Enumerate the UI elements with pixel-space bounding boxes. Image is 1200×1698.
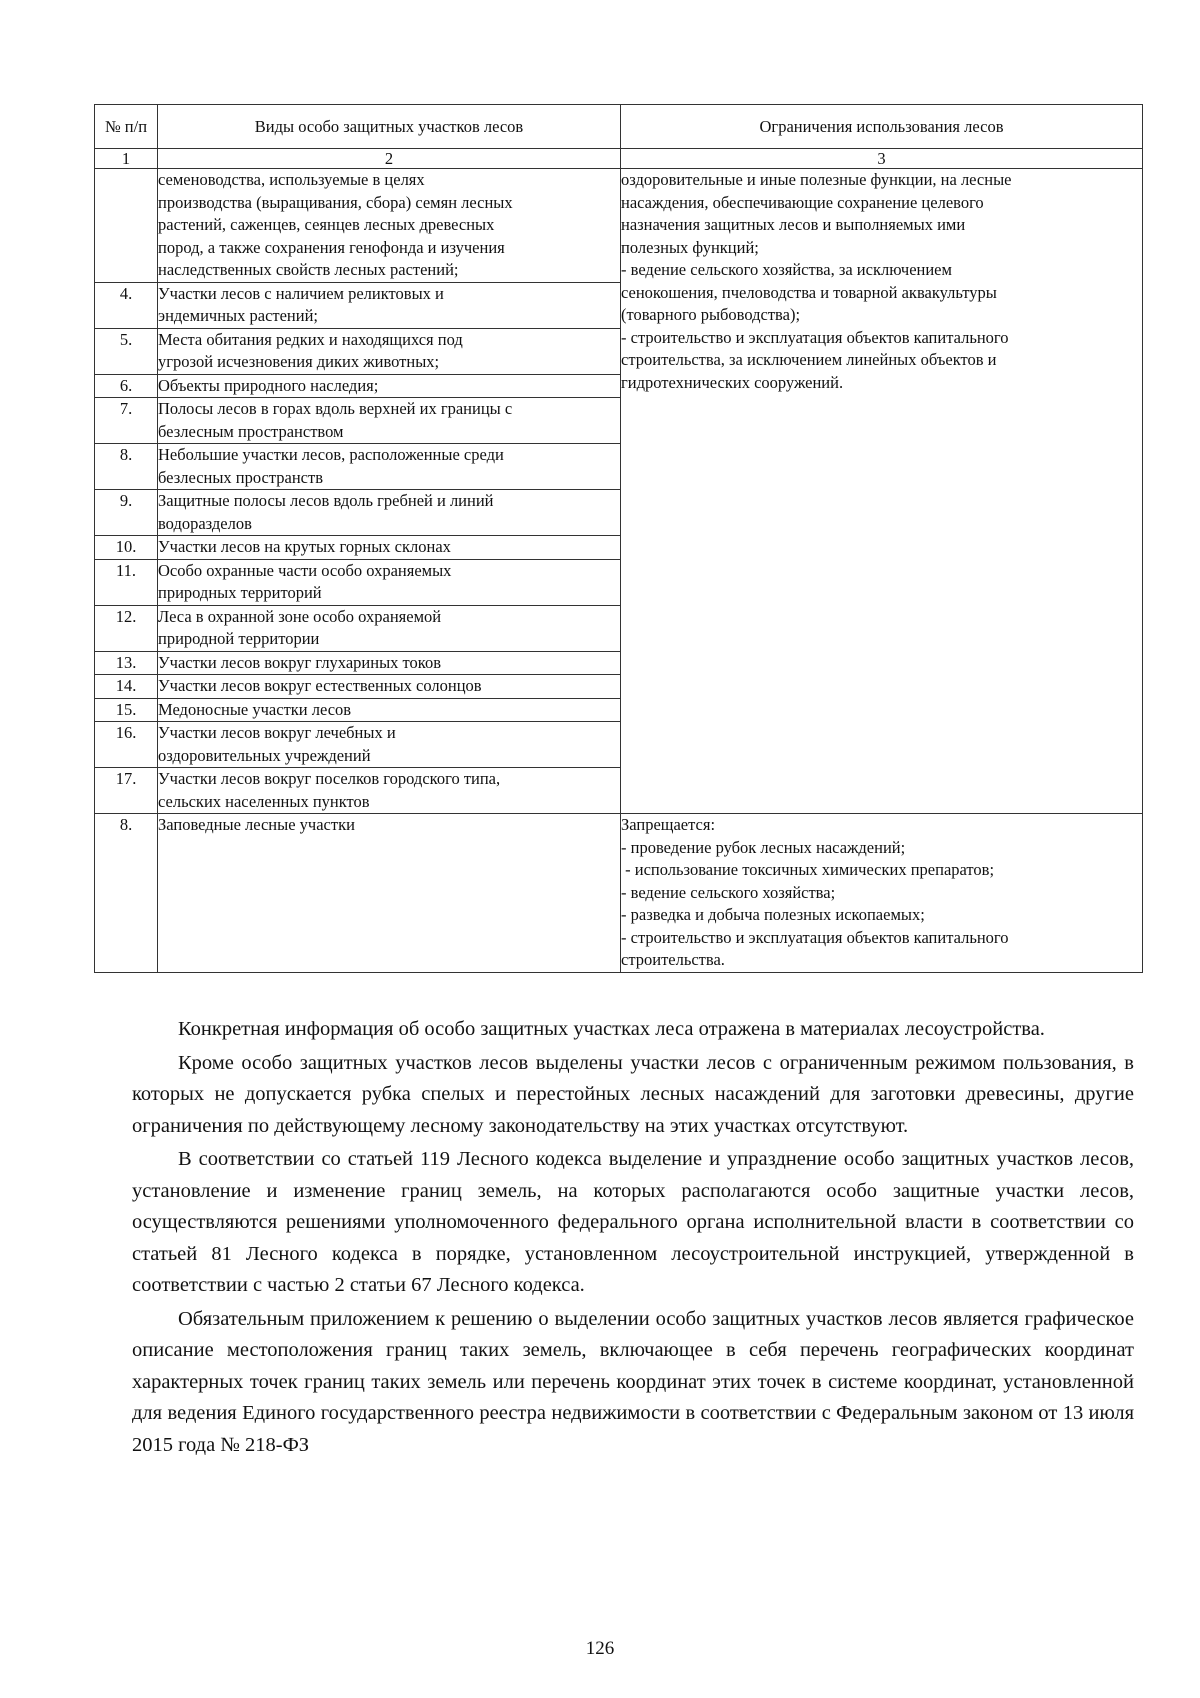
row-num: 14. xyxy=(95,675,158,699)
header-num: № п/п xyxy=(95,105,158,149)
kind-line: водоразделов xyxy=(158,513,252,533)
limits-line: - строительство и эксплуатация объектов капитального xyxy=(621,927,1009,947)
row-kind: Заповедные лесные участки xyxy=(158,814,621,973)
row-num: 16. xyxy=(95,722,158,768)
kind-line: природной территории xyxy=(158,629,320,648)
limits-line: полезных функций; xyxy=(621,237,759,257)
row-kind xyxy=(158,559,621,605)
page-number: 126 xyxy=(585,1638,615,1659)
row-kind xyxy=(158,282,621,328)
kind-line: Небольшие участки лесов, расположенные среди xyxy=(158,445,504,464)
kind-line: Участки лесов с наличием реликтовых и xyxy=(158,283,444,303)
paragraph: В соответствии со статьей 119 Лесного кодекса выделение и упразднение особо защитных участков лесов, установление и изменение границ земель, на которых располагаются особо защитные участки лесов, осуществляются решениями уполномоченного федерального органа исполнительной власти в соответствии со статьей 81 Лесного кодекса в порядке, установленном лесоустроительной инструкцией, утвержденной в соответствии с частью 2 статьи 67 Лесного кодекса. xyxy=(132,1148,1134,1296)
kind-line: производства (выращивания, сбора) семян лесных xyxy=(158,192,513,212)
kind-line: Медоносные участки лесов xyxy=(158,699,352,719)
row-kind xyxy=(158,536,621,560)
kind-line: безлесных пространств xyxy=(158,467,324,487)
row-kind xyxy=(158,328,621,374)
limits-line: - проведение рубок лесных насаждений; xyxy=(621,837,906,857)
kind-line: угрозой исчезновения диких животных; xyxy=(158,352,440,371)
row-num: 11. xyxy=(95,559,158,605)
kind-line: растений, саженцев, сеянцев лесных древесных xyxy=(158,215,495,234)
limits-line: оздоровительные и иные полезные функции, на лесные xyxy=(621,170,1012,189)
row-num: 6. xyxy=(95,374,158,398)
limits-cell xyxy=(621,169,1143,814)
column-index: 1 xyxy=(95,149,158,169)
kind-line: наследственных свойств лесных растений; xyxy=(158,260,459,279)
kind-line: семеноводства, используемые в целях xyxy=(158,170,425,189)
limits-line: назначения защитных лесов и выполняемых ими xyxy=(621,215,966,234)
kind-line: Полосы лесов в горах вдоль верхней их границы с xyxy=(158,399,513,418)
row-num: 10. xyxy=(95,536,158,560)
row-kind xyxy=(158,675,621,699)
kind-line: сельских населенных пунктов xyxy=(158,791,370,811)
kind-line: безлесным пространством xyxy=(158,421,344,441)
table-row xyxy=(95,169,1143,283)
column-index: 2 xyxy=(158,149,621,169)
kind-line: природных территорий xyxy=(158,583,322,602)
forest-areas-table xyxy=(94,104,1143,973)
column-index-row xyxy=(95,149,1143,169)
kind-line: эндемичных растений; xyxy=(158,306,318,325)
column-index: 3 xyxy=(621,149,1143,169)
row-kind xyxy=(158,768,621,814)
kind-line: Объекты природного наследия; xyxy=(158,375,379,395)
row-kind-continued xyxy=(158,169,621,283)
paragraph: Кроме особо защитных участков лесов выделены участки лесов с ограниченным режимом пользования, в которых не допускается рубка спелых и перестойных лесных насаждений для заготовки древесины, другие ограничения по действующему лесному законодательству на этих участках отсутствуют. xyxy=(132,1051,1134,1137)
row-num: 13. xyxy=(95,651,158,675)
kind-line: пород, а также сохранения генофонда и изучения xyxy=(158,237,505,257)
table-row xyxy=(95,814,1143,973)
table-header-row xyxy=(95,105,1143,149)
limits-line: строительства, за исключением линейных объектов и xyxy=(621,350,997,369)
row-kind xyxy=(158,605,621,651)
limits-line: (товарного рыбоводства); xyxy=(621,305,801,324)
kind-line: Места обитания редких и находящихся под xyxy=(158,329,463,349)
limits-line: насаждения, обеспечивающие сохранение целевого xyxy=(621,192,984,212)
limits-line: - строительство и эксплуатация объектов капитального xyxy=(621,327,1009,347)
kind-line: оздоровительных учреждений xyxy=(158,745,371,765)
row-kind xyxy=(158,722,621,768)
row-num: 4. xyxy=(95,282,158,328)
paragraph: Конкретная информация об особо защитных участках леса отражена в материалах лесоустройства. xyxy=(178,1018,1045,1040)
header-kind: Виды особо защитных участков лесов xyxy=(158,105,621,149)
limits-line: сенокошения, пчеловодства и товарной аквакультуры xyxy=(621,282,997,302)
kind-line: Участки лесов вокруг естественных солонцов xyxy=(158,676,482,695)
limits-line: - ведение сельского хозяйства, за исключением xyxy=(621,260,952,279)
limits-line: - разведка и добыча полезных ископаемых; xyxy=(621,905,925,924)
limits-line: - использование токсичных химических препаратов; xyxy=(621,860,995,879)
kind-line: Участки лесов вокруг глухариных токов xyxy=(158,652,441,672)
row-num: 12. xyxy=(95,605,158,651)
row-num: 9. xyxy=(95,490,158,536)
row-num: 15. xyxy=(95,698,158,722)
body-text xyxy=(132,1014,1134,1463)
row-num: 5. xyxy=(95,328,158,374)
header-limits: Ограничения использования лесов xyxy=(621,105,1143,149)
limits-line: Запрещается: xyxy=(621,815,716,834)
row-num: 7. xyxy=(95,398,158,444)
kind-line: Защитные полосы лесов вдоль гребней и линий xyxy=(158,491,494,510)
row-kind xyxy=(158,374,621,398)
limits-line: гидротехнических сооружений. xyxy=(621,372,844,392)
limits-line: строительства. xyxy=(621,950,725,969)
row-kind xyxy=(158,490,621,536)
row-kind xyxy=(158,698,621,722)
row-num xyxy=(95,169,158,283)
kind-line: Участки лесов на крутых горных склонах xyxy=(158,537,451,556)
kind-line: Участки лесов вокруг поселков городского типа, xyxy=(158,769,501,788)
limits-cell xyxy=(621,814,1143,973)
row-kind xyxy=(158,651,621,675)
limits-line: - ведение сельского хозяйства; xyxy=(621,882,836,902)
paragraph: Обязательным приложением к решению о выделении особо защитных участков лесов является графическое описание местоположения границ таких земель, включающее в себя перечень географических координат характерных точек границ таких земель или перечень координат этих точек в системе координат, установленной для ведения Единого государственного реестра недвижимости в соответствии с Федеральным законом от 13 июля 2015 года № 218-ФЗ xyxy=(132,1307,1134,1456)
row-kind xyxy=(158,444,621,490)
row-num: 8. xyxy=(95,444,158,490)
row-kind xyxy=(158,398,621,444)
kind-line: Участки лесов вокруг лечебных и xyxy=(158,723,396,742)
row-num: 8. xyxy=(95,814,158,973)
row-num: 17. xyxy=(95,768,158,814)
kind-line: Особо охранные части особо охраняемых xyxy=(158,560,452,580)
kind-line: Леса в охранной зоне особо охраняемой xyxy=(158,606,442,626)
